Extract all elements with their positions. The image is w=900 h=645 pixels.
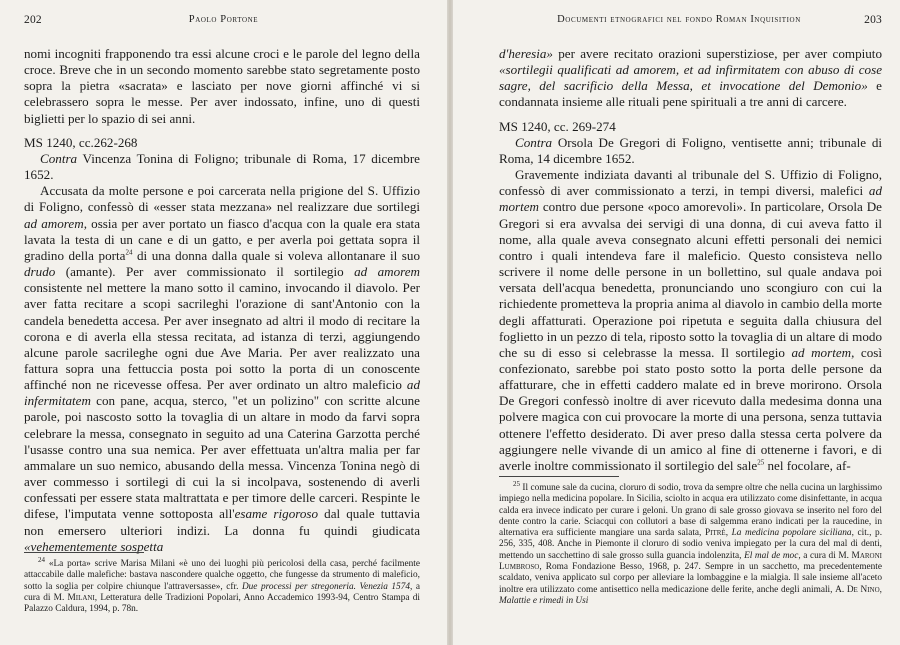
footnote-rule — [499, 476, 619, 477]
footnote-ref-25[interactable]: 25 — [757, 458, 765, 467]
right-running-head: Documenti etnografici nel fondo Roman Inquisition — [557, 14, 801, 25]
right-ms-heading: MS 1240, cc. 269-274 — [499, 118, 616, 134]
left-paragraph-continuation: nomi incogniti frapponendo tra essi alcune croci e le parole del legno della croce. Breve che in un secondo momento sarebbe stato segretamente posto sopra la pietra «sacrata» e lasciato per nove giorni affinché vi si celebrassero sopra le messe. Per aver indossato, infine, uno di questi biglietti per lo spazio di sei anni. — [24, 46, 420, 126]
left-case-title: Contra Vincenza Tonina di Foligno; tribunale di Roma, 17 dicembre 1652. — [24, 150, 420, 183]
footnote-25: $^{25}$ Il comune sale da cucina, cloruro di sodio, trova da sempre oltre che nella cucina un larghissimo impiego nella medicina popolare. In Sicilia, sciolto in acqua era utilizzato come disinfettante, in acqua calda era invece indicato per curare i geloni. Un grano di sale grosso giovava se inserito nel foro del dente contro la carie. Sciacqui con collutori a base di salgemma erano indicati per la raucedine, in alternativa era sufficiente mangiare una sarda salata, Pitrè, La medicina popolare siciliana, cit., p. 256, 335, 408. Anche in Piemonte il cloruro di sodio veniva impiegato per la cura del mal di denti, mettendo un sacchettino di sale grosso sulla guancia indolenzita, El mal de moc, a cura di M. Maroni Lumbroso, Roma Fondazione Besso, 1968, p. 247. Sempre in un sacchetto, ma precedentemente scaldato, veniva applicato sul corpo per alleviare la lombaggine e la mialgia. Il sale insieme all'aceto inoltre era utilizzato come antisettico nella medicazione delle ferite, anche degli animali, A. De Nino, Malattie e rimedi in Usi — [499, 479, 883, 606]
left-ms-heading: MS 1240, cc.262-268 — [24, 134, 138, 150]
left-page — [0, 0, 447, 645]
left-body-text — [24, 46, 420, 555]
right-case-paragraph: Gravemente indiziata davanti al tribunale del S. Uffizio di Foligno, confessò di aver commissionato a terzi, in tempi diversi, malefici ad mortem contro due persone «poco amorevoli». In particolare, Orsola De Gregori si era avvalsa dei servigi di una donna, di cui aveva fatto il nome, alla quale aveva consegnato alcuni effetti personali dei nemici contro i quali intendeva fare il maleficio. Questo consisteva nello scrivere il nome delle persone in un bollettino, sul quale andava poi versata dell'acqua benedetta, pronunciando uno scongiuro con cui la richiedente prometteva la propria anima al diavolo in cambio della morte degli affatturati. Operazione poi ripetuta e seguita dalla chiusura del foglietto in un pezzo di tela, riposto sotto la tovaglia di un altare di modo che su di esso si celebrasse la messa. Il sortilegio ad mortem, così confezionato, sarebbe poi stato posto sotto la porta delle persone da affatturare, che in effetti caddero malate ed in breve morirono. Orsola De Gregori confessò inoltre di aver ricevuto dalla medesima donna una polvere magica con cui provocare la morte di una persona, senza tuttavia ottenere l'effetto desiderato. Di aver preso dalla stessa certa polvere da aggiungere nelle vivande di un amico al fine di ottenerne i favori, e di averle inoltre commissionato il sortilegio del sale$^{25}$ nel focolare, af- — [499, 167, 882, 473]
right-page — [453, 0, 900, 645]
footnote-ref-24[interactable]: 24 — [125, 248, 133, 257]
left-case-paragraph: Accusata da molte persone e poi carcerata nella prigione del S. Uffizio di Foligno, confessò di «esser stata mezzana» nel realizzare due sortilegi ad amorem, ossia per aver portato un fiasco d'acqua con la quale era stata lavata la testa di un cane e di un gatto, e per averla poi gettata sopra il gradino della porta$^{24}$ di una donna dalla quale si voleva allontanare il suo drudo (amante). Per aver commissionato il sortilegio ad amorem consistente nel mettere la mano sotto il camino, invocando il diavolo. Per aver fatta recitare a scopi sacrileghi l'orazione di sant'Antonio con la candela benedetta accesa. Per aver insegnato ad altri il modo di recitare la corona e di averla ella stessa recitata, ad istanza di terzi, aggiungendo alcune parole sacrileghe ogni due Ave Maria. Per aver realizzato una fattura sopra una fettuccia posta poi sotto la porta di un conoscente affinché non ne ricevesse offesa. Per aver ordinato un altro maleficio ad infermitatem con pane, acqua, sterco, "et un polizino" con scritte alcune parole, poi nascosto sotto la tovaglia di un altare in modo da farvi sopra celebrare la messa, consegnato in seguito ad una Caterina Garzotta perché l'usasse contro una sua nemica. Per aver effettuata un'altra malia per far ammalare un suo nemico, abusando della messa. Vincenza Tonina negò di aver commesso i sortilegi di cui la si incolpava, sostenendo di averli confessati per essere stata maltrattata e per timore delle carceri. Respinte le difese, l'imputata venne sottoposta all'esame rigoroso dal quale tuttavia non emersero ulteriori indizi. La donna fu quindi giudicata «vehementemente sospetta — [24, 183, 421, 554]
right-body-text — [499, 46, 882, 474]
left-footnotes — [24, 552, 420, 615]
right-page-number: 203 — [864, 14, 882, 26]
right-footnotes — [499, 476, 882, 607]
right-case-title: Contra Orsola De Gregori di Foligno, ventisette anni; tribunale di Roma, 14 dicembre 1652. — [499, 134, 882, 166]
left-page-number: 202 — [24, 14, 42, 26]
footnote-24: $^{24}$ «La porta» scrive Marisa Milani «è uno dei luoghi più pericolosi della casa, perché facilmente attaccabile dalle malefiche: bastava nascondere qualche oggetto, che fungesse da strumento di maleficio, sotto la soglia per colpire chiunque l'attraversasse», cfr. Due processi per stregoneria. Venezia 1574, a cura di M. Milani, Letteratura delle Tradizioni Popolari, Anno Accademico 1993-94, Centro Stampa di Palazzo Caldura, 1994, p. 78n. — [24, 555, 420, 615]
footnote-rule — [24, 552, 144, 553]
left-running-head: Paolo Portone — [188, 14, 259, 25]
right-paragraph-continuation: d'heresia» per avere recitato orazioni superstiziose, per aver compiuto «sortilegii qualificati ad amorem, et ad infirmitatem con abuso di cose sagre, del sacrificio della Messa, et invocatione del Demonio» e condannata insieme alle rituali pene spirituali a tre anni di carcere. — [499, 46, 882, 110]
